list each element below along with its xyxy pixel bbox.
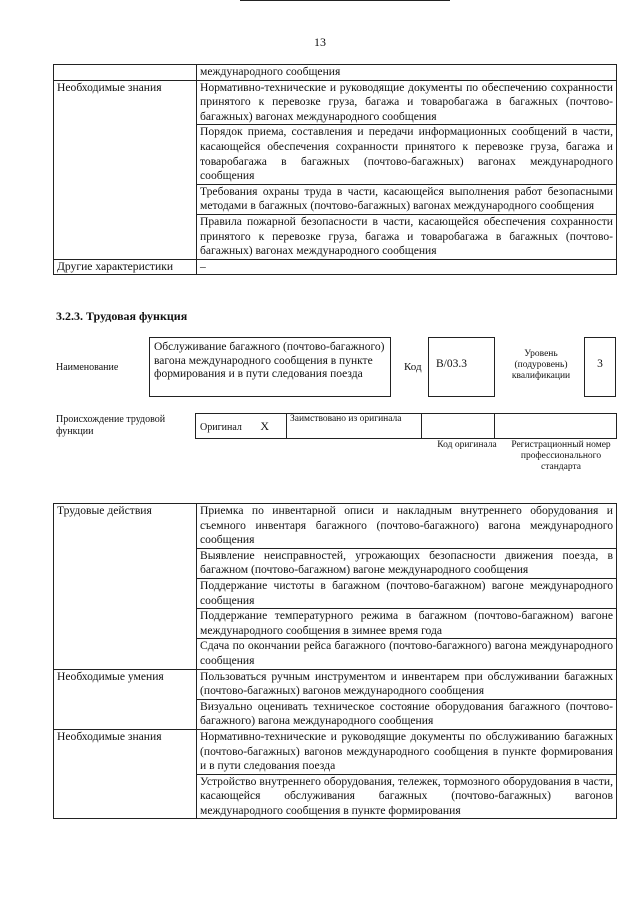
level-value: 3 — [584, 337, 616, 397]
code-value: B/03.3 — [428, 337, 495, 397]
row-label: Необходимые знания — [54, 729, 197, 819]
row-text: – — [197, 259, 617, 275]
table-row — [54, 669, 617, 699]
row-text: Требования охраны труда в части, касающейся выполнения работ безопасными методами в багажных (почтово-багажных) вагонах международного сообщения — [197, 184, 617, 214]
function-details-table — [53, 503, 617, 819]
code-label: Код — [404, 361, 422, 373]
row-text: Выявление неисправностей, угрожающих безопасности движения поезда, в багажном (почтово-багажном) вагоне международного сообщения — [197, 548, 617, 578]
row-text: международного сообщения — [197, 65, 617, 81]
reg-number-cell — [495, 414, 617, 439]
function-name: Обслуживание багажного (почтово-багажного) вагона международного сообщения в пункте формирования и в пути следования поезда — [149, 337, 391, 397]
origin-table — [195, 413, 617, 439]
name-label: Наименование — [56, 362, 119, 373]
top-rule — [240, 0, 450, 1]
table-row — [54, 80, 617, 125]
row-label: Необходимые умения — [54, 669, 197, 729]
row-label: Необходимые знания — [54, 80, 197, 259]
reg-number-caption: Регистрационный номер профессионального стандарта — [511, 440, 611, 472]
code-original-cell — [422, 414, 495, 439]
row-text: Визуально оценивать техническое состояние оборудования багажного (почтово-багажного) вагона международного сообщения — [197, 699, 617, 729]
page-number: 13 — [314, 35, 326, 49]
row-text: Пользоваться ручным инструментом и инвентарем при обслуживании багажных (почтово-багажных) вагонов международного сообщения — [197, 669, 617, 699]
origin-label: Происхождение трудовой функции — [56, 414, 166, 437]
row-text: Сдача по окончании рейса багажного (почтово-багажного) вагона международного сообщения — [197, 639, 617, 669]
row-text: Правила пожарной безопасности в части, касающейся обеспечения сохранности принятого к перевозке груза, багажа и товаробагажа в багажных (почтово-багажных) вагонах международного сообщения — [197, 214, 617, 259]
row-text: Порядок приема, составления и передачи информационных сообщений в части, касающейся обеспечения сохранности принятого к перевозке груза, багажа и товаробагажа в багажных (почтово-багажных) вагонах международного сообщения — [197, 125, 617, 184]
row-text: Приемка по инвентарной описи и накладным внутреннего оборудования и съемного инвентаря багажного (почтово-багажного) вагона международного сообщения — [197, 504, 617, 549]
original-mark: X — [260, 418, 270, 433]
borrowed-cell: Заимствовано из оригинала — [287, 414, 422, 439]
row-text: Поддержание температурного режима в багажном (почтово-багажном) вагоне международного сообщения в зимнее время года — [197, 609, 617, 639]
row-label: Трудовые действия — [54, 504, 197, 670]
level-label: Уровень (подуровень) квалификации — [511, 349, 571, 381]
table-row — [54, 259, 617, 275]
row-text: Нормативно-технические и руководящие документы по обеспечению сохранности принятого к перевозке груза, багажа и товаробагажа в багажных (почтово-багажных) вагонах международного сообщения — [197, 80, 617, 125]
row-label — [54, 65, 197, 81]
code-original-caption: Код оригинала — [437, 440, 497, 450]
original-cell — [196, 414, 287, 439]
original-label: Оригинал — [200, 421, 242, 433]
knowledge-table — [53, 64, 617, 275]
row-text: Устройство внутреннего оборудования, тележек, тормозного оборудования в части, касающейся обслуживания багажных (почтово-багажных) вагонов международного сообщения в пункте формирования — [197, 774, 617, 819]
row-text: Нормативно-технические и руководящие документы по обслуживанию багажных (почтово-багажных) вагонов международного сообщения в пункте формирования и в пути следования поезда — [197, 729, 617, 774]
row-text: Поддержание чистоты в багажном (почтово-багажном) вагоне международного сообщения — [197, 578, 617, 608]
row-label: Другие характеристики — [54, 259, 197, 275]
table-row — [54, 65, 617, 81]
table-row — [54, 504, 617, 549]
table-row — [54, 729, 617, 774]
section-heading: 3.2.3. Трудовая функция — [56, 309, 188, 323]
